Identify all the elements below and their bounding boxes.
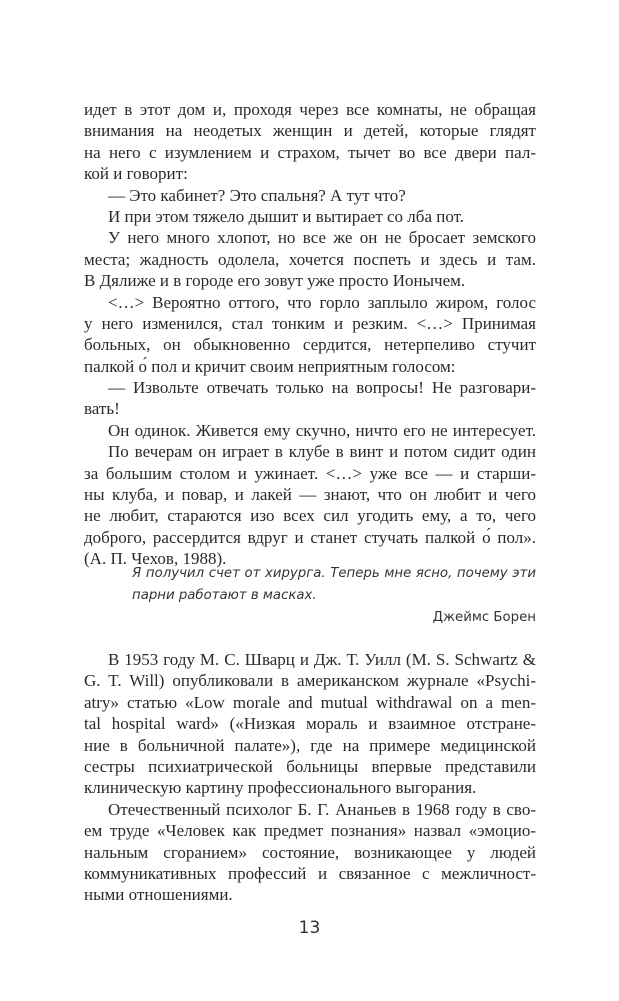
text-line: Он одинок. Живется ему скучно, ничто его не интересует. [108,420,536,440]
text-line: G. T. Will) опубликовали в американском журнале «Psychi- [84,671,536,691]
text-line: клиническую картину профессионального выгорания. [84,778,477,798]
text-line: ем труде «Человек как предмет познания» назвал «эмоцио- [84,821,536,841]
text-line: у него изменился, стал тонким и резким. <…> Принимая [84,313,536,333]
text-line: — Это кабинет? Это спальня? А тут что? [108,185,406,205]
epigraph [132,563,536,629]
text-line: tal hospital ward» («Низкая мораль и взаимное отстране- [84,714,536,734]
text-line: У него много хлопот, но все же он не бросает земского [108,228,536,248]
text-line: палкой о́ пол и кричит своим неприятным голосом: [84,356,456,376]
text-line: парни работают в масках. [132,588,317,603]
text-line: ны клуба, и повар, и лакей — знают, что он любит и чего [84,485,536,505]
text-line: В 1953 году М. С. Шварц и Дж. Т. Уилл (M. S. Schwartz & [108,650,536,669]
epigraph-author: Джеймс Борен [432,610,536,625]
text-line: ние в больничной палате»), где на примере медицинской [84,735,536,755]
text-line: идет в этот дом и, проходя через все комнаты, не обращая [84,100,536,119]
text-line: — Извольте отвечать только на вопросы! Не разговари- [108,378,536,398]
text-line: больных, он обыкновенно сердится, нетерпеливо стучит [84,335,536,355]
text-line: Я получил счет от хирурга. Теперь мне ясно, почему эти [132,566,536,581]
text-line: вать! [84,399,120,419]
text-line: сестры психиатрической больницы впервые представили [84,756,536,776]
text-line: на него с изумлением и страхом, тычет во все двери пал- [84,142,536,162]
text-block-burnout-history [84,649,536,906]
text-line: места; жадность одолела, хочется поспеть и здесь и там. [84,249,536,269]
text-line: нальным сгоранием» состояние, возникающее у людей [84,842,536,862]
text-line: В Дялиже и в городе его зовут уже просто Ионычем. [84,271,466,291]
text-line: ными отношениями. [84,885,233,905]
text-block-chekhov-quote [84,99,536,570]
page-number: 13 [298,918,321,938]
text-line: коммуникативных профессий и связанное с межличност- [84,863,536,883]
text-line: кой и говорит: [84,164,188,184]
text-line: за большим столом и ужинает. <…> уже все — и старши- [84,463,536,483]
text-line: Отечественный психолог Б. Г. Ананьев в 1968 году в сво- [108,799,536,819]
text-line: доброго, рассердится вдруг и станет стучать палкой о́ пол». [84,527,536,547]
text-line: И при этом тяжело дышит и вытирает со лба пот. [108,206,465,226]
text-line: <…> Вероятно оттого, что горло заплыло жиром, голос [108,292,536,312]
text-line: (А. П. Чехов, 1988). [84,549,227,569]
text-line: atry» статью «Low morale and mutual withdrawal on a men- [84,692,536,712]
text-line: не любит, стараются изо всех сил угодить ему, а то, чего [84,506,536,526]
text-line: По вечерам он играет в клубе в винт и потом сидит один [108,442,536,462]
text-line: внимания на неодетых женщин и детей, которые глядят [84,121,536,141]
